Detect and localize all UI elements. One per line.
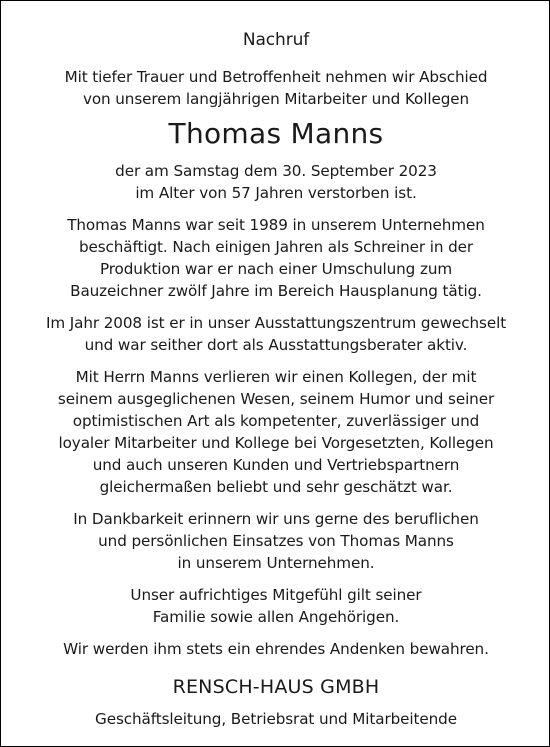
career-line: Bauzeichner zwölf Jahre im Bereich Hausplanung tätig. [70,282,482,300]
tribute-line: loyaler Mitarbeiter und Kollege bei Vorgesetzten, Kollegen [58,434,494,452]
death-line: der am Samstag dem 30. September 2023 [115,162,437,180]
notice-heading: Nachruf [242,30,310,50]
career-line: beschäftigt. Nach einigen Jahren als Schreiner in der [78,238,474,256]
tribute-line: optimistischen Art als kompetenter, zuverlässiger und [72,412,480,430]
gratitude-line: In Dankbarkeit erinnern wir uns gerne des beruflichen [73,510,479,528]
career-line: Produktion war er nach einer Umschulung zum [99,260,453,278]
tribute-line: seinem ausgeglichenen Wesen, seinem Humor und seiner [57,390,495,408]
gratitude-line: und persönlichen Einsatzes von Thomas Manns [98,532,454,550]
deceased-name: Thomas Manns [168,117,384,150]
signatories-line: Geschäftsleitung, Betriebsrat und Mitarbeitende [95,710,457,728]
career2-line: und war seither dort als Ausstattungsberater aktiv. [84,336,468,354]
tribute-line: Mit Herrn Manns verlieren wir einen Kollegen, der mit [75,368,477,386]
career-line: Thomas Manns war seit 1989 in unserem Unternehmen [67,216,485,234]
sympathy-line: Familie sowie allen Angehörigen. [152,608,400,626]
tribute-line: und auch unseren Kunden und Vertriebspartnern [92,456,460,474]
gratitude-line: in unserem Unternehmen. [177,554,375,572]
sympathy-line: Unser aufrichtiges Mitgefühl gilt seiner [130,586,422,604]
intro-line: von unserem langjährigen Mitarbeiter und Kollegen [82,90,470,108]
company-name: RENSCH-HAUS GMBH [172,676,380,698]
tribute-line: gleichermaßen beliebt und sehr geschätzt war. [99,478,453,496]
intro-line: Mit tiefer Trauer und Betroffenheit nehmen wir Abschied [64,68,488,86]
death-line: im Alter von 57 Jahren verstorben ist. [135,184,417,202]
career2-line: Im Jahr 2008 ist er in unser Ausstattungszentrum gewechselt [45,314,507,332]
closing-line: Wir werden ihm stets ein ehrendes Andenken bewahren. [63,640,489,658]
